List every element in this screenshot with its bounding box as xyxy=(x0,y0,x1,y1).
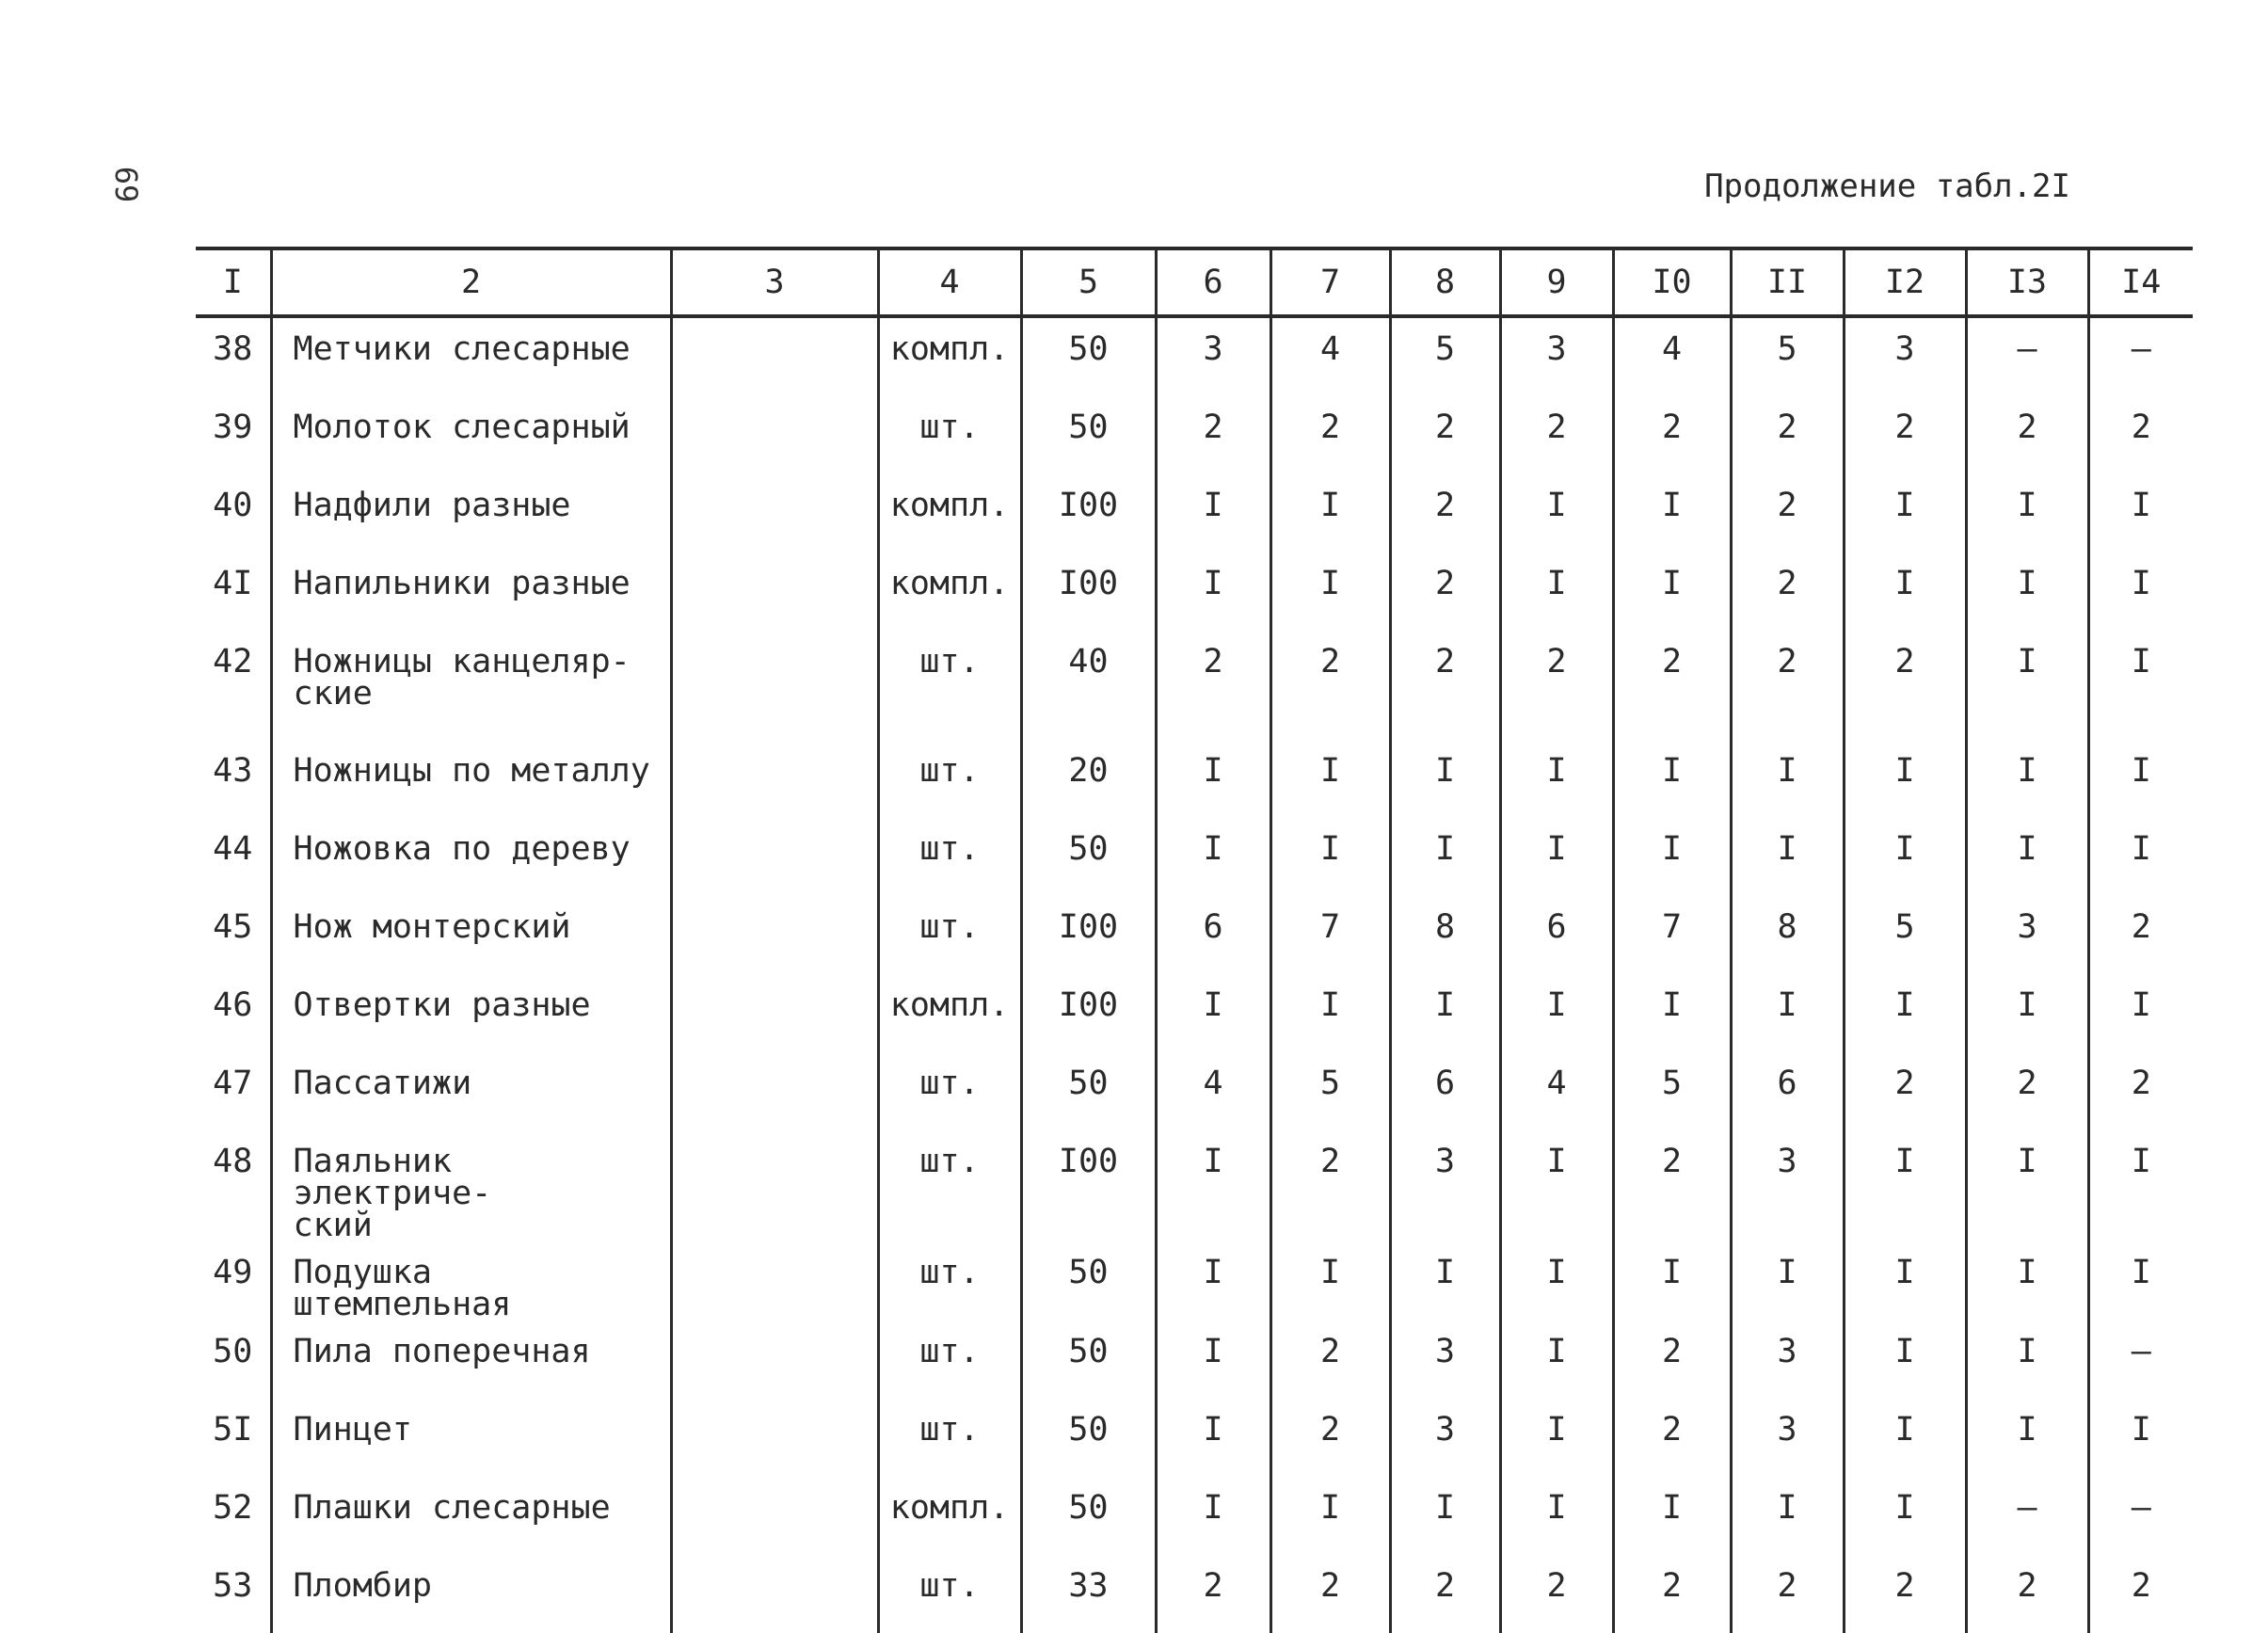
value-cell: 50 xyxy=(1021,1052,1156,1130)
value-cell: 2 xyxy=(1731,474,1844,552)
item-name xyxy=(271,896,671,974)
value-cell: I xyxy=(1966,818,2088,896)
value-cell: 2 xyxy=(2088,1052,2193,1130)
value-cell: I xyxy=(1500,740,1613,818)
item-name-line: ский xyxy=(293,1207,373,1244)
value-cell: 50 xyxy=(1021,1399,1156,1477)
row-number: 4I xyxy=(213,565,253,602)
item-name-line: Отвертки разные xyxy=(293,986,591,1024)
value-cell: 2 xyxy=(1844,396,1966,474)
column-3-cell xyxy=(671,1321,878,1399)
row-number: 38 xyxy=(213,330,253,368)
value-cell: I xyxy=(1613,740,1731,818)
value-cell: 2 xyxy=(1270,1399,1390,1477)
item-name-line: Надфили разные xyxy=(293,487,571,524)
table-row xyxy=(196,896,2193,974)
unit-cell: шт. xyxy=(878,1555,1021,1633)
value-cell: I xyxy=(1156,1321,1270,1399)
value-cell: 2 xyxy=(1156,631,1270,740)
value-cell: 2 xyxy=(1500,1555,1613,1633)
column-header-9: 9 xyxy=(1500,248,1613,316)
value-cell: I xyxy=(1613,974,1731,1052)
value-cell: 50 xyxy=(1021,396,1156,474)
value-cell: 2 xyxy=(1613,631,1731,740)
value-cell: 4 xyxy=(1613,316,1731,396)
table-caption: Продолжение табл.2I xyxy=(1704,168,2070,205)
value-cell: 5 xyxy=(1731,316,1844,396)
value-cell: I xyxy=(1156,552,1270,631)
value-cell: 2 xyxy=(1613,1321,1731,1399)
value-cell: 50 xyxy=(1021,1477,1156,1555)
value-cell: I xyxy=(1500,474,1613,552)
value-cell: 3 xyxy=(1390,1321,1500,1399)
item-name-line: Напильники разные xyxy=(293,565,631,602)
value-cell: I xyxy=(1390,1241,1500,1321)
value-cell: I xyxy=(1270,818,1390,896)
row-number: 43 xyxy=(213,752,253,790)
value-cell: 2 xyxy=(1156,1555,1270,1633)
unit-cell: шт. xyxy=(878,1321,1021,1399)
table-row xyxy=(196,316,2193,396)
column-3-cell xyxy=(671,1130,878,1241)
value-cell: I xyxy=(1844,1477,1966,1555)
value-cell: I xyxy=(1500,552,1613,631)
item-name-line: Пила поперечная xyxy=(293,1333,591,1370)
value-cell: I xyxy=(1156,1130,1270,1241)
value-cell: I00 xyxy=(1021,974,1156,1052)
value-cell: I xyxy=(1731,974,1844,1052)
value-cell: 5 xyxy=(1844,896,1966,974)
item-name-line: Пассатижи xyxy=(293,1065,472,1102)
table-row xyxy=(196,1477,2193,1555)
value-cell: I xyxy=(2088,1399,2193,1477)
value-cell: I xyxy=(1731,818,1844,896)
value-cell: I xyxy=(1844,1130,1966,1241)
value-cell: 2 xyxy=(2088,396,2193,474)
value-cell: 2 xyxy=(1390,396,1500,474)
value-cell: I xyxy=(1390,740,1500,818)
page-number: 69 xyxy=(108,166,144,203)
value-cell: 33 xyxy=(1021,1555,1156,1633)
column-3-cell xyxy=(671,974,878,1052)
value-cell: 2 xyxy=(1390,552,1500,631)
column-3-cell xyxy=(671,1555,878,1633)
item-name-line: Пинцет xyxy=(293,1411,412,1449)
value-cell: I xyxy=(1390,818,1500,896)
value-cell: I xyxy=(2088,552,2193,631)
value-cell: I xyxy=(1966,631,2088,740)
value-cell: I xyxy=(1966,1321,2088,1399)
value-cell: I xyxy=(1156,818,1270,896)
column-header-6: 6 xyxy=(1156,248,1270,316)
value-cell: I xyxy=(1966,474,2088,552)
value-cell: 2 xyxy=(1500,631,1613,740)
item-name-line: Ножницы канцеляр- xyxy=(293,643,631,680)
item-name-line: Ножовка по дереву xyxy=(293,830,631,868)
row-number: 50 xyxy=(213,1333,253,1370)
unit-cell: компл. xyxy=(878,552,1021,631)
value-cell: 3 xyxy=(1731,1399,1844,1477)
value-cell: 4 xyxy=(1156,1052,1270,1130)
value-cell: 5 xyxy=(1390,316,1500,396)
value-cell: 2 xyxy=(1390,631,1500,740)
value-cell: I00 xyxy=(1021,896,1156,974)
value-cell: I xyxy=(1731,1241,1844,1321)
column-3-cell xyxy=(671,631,878,740)
item-name xyxy=(271,818,671,896)
value-cell: 2 xyxy=(1270,1321,1390,1399)
value-cell: 50 xyxy=(1021,1321,1156,1399)
column-3-cell xyxy=(671,552,878,631)
item-name-line: Ножницы по металлу xyxy=(293,752,650,790)
item-name-line: Метчики слесарные xyxy=(293,330,631,368)
row-number: 5I xyxy=(213,1411,253,1449)
value-cell: 3 xyxy=(1966,896,2088,974)
value-cell: I xyxy=(1270,552,1390,631)
item-name-line: Нож монтерский xyxy=(293,908,571,946)
column-3-cell xyxy=(671,1399,878,1477)
item-name xyxy=(271,316,671,396)
value-cell: 6 xyxy=(1156,896,1270,974)
value-cell: I xyxy=(1844,1399,1966,1477)
value-cell: 3 xyxy=(1156,316,1270,396)
item-name xyxy=(271,1555,671,1633)
value-cell: 2 xyxy=(1390,474,1500,552)
value-cell: 4 xyxy=(1270,316,1390,396)
column-header-11: II xyxy=(1731,248,1844,316)
value-cell: 3 xyxy=(1390,1130,1500,1241)
value-cell: I xyxy=(1844,1241,1966,1321)
value-cell: I xyxy=(1500,974,1613,1052)
unit-cell: шт. xyxy=(878,396,1021,474)
value-cell: I xyxy=(1613,818,1731,896)
value-cell: I xyxy=(1613,1241,1731,1321)
row-number: 49 xyxy=(213,1254,253,1291)
column-header-4: 4 xyxy=(878,248,1021,316)
table-row xyxy=(196,474,2193,552)
value-cell: I00 xyxy=(1021,1130,1156,1241)
value-cell: 2 xyxy=(1844,1052,1966,1130)
item-name-line: Молоток слесарный xyxy=(293,408,631,446)
row-number: 40 xyxy=(213,487,253,524)
item-name xyxy=(271,1399,671,1477)
value-cell: I xyxy=(1613,1477,1731,1555)
item-name-line: Подушка штемпельная xyxy=(293,1254,512,1323)
value-cell: I xyxy=(1844,1321,1966,1399)
value-cell: I00 xyxy=(1021,552,1156,631)
value-cell: 3 xyxy=(1731,1130,1844,1241)
value-cell: I xyxy=(1500,1321,1613,1399)
value-cell: – xyxy=(2088,1321,2193,1399)
column-3-cell xyxy=(671,1477,878,1555)
unit-cell: компл. xyxy=(878,974,1021,1052)
value-cell: 3 xyxy=(1390,1399,1500,1477)
table-row xyxy=(196,1555,2193,1633)
value-cell: I xyxy=(1966,552,2088,631)
column-header-13: I3 xyxy=(1966,248,2088,316)
value-cell: 2 xyxy=(1500,396,1613,474)
value-cell: I xyxy=(1500,1130,1613,1241)
table-row xyxy=(196,740,2193,818)
table-row xyxy=(196,631,2193,740)
value-cell: I xyxy=(1270,1477,1390,1555)
unit-cell: шт. xyxy=(878,740,1021,818)
value-cell: – xyxy=(1966,1477,2088,1555)
table-row xyxy=(196,1241,2193,1321)
unit-cell: шт. xyxy=(878,631,1021,740)
item-name xyxy=(271,1321,671,1399)
value-cell: I xyxy=(2088,1241,2193,1321)
value-cell: I xyxy=(1270,740,1390,818)
value-cell: I xyxy=(2088,1130,2193,1241)
value-cell: 2 xyxy=(1731,1555,1844,1633)
value-cell: 5 xyxy=(1613,1052,1731,1130)
value-cell: I xyxy=(1966,740,2088,818)
value-cell: I xyxy=(1966,1130,2088,1241)
value-cell: 7 xyxy=(1270,896,1390,974)
value-cell: 50 xyxy=(1021,1241,1156,1321)
value-cell: 2 xyxy=(1966,1052,2088,1130)
value-cell: I xyxy=(1844,974,1966,1052)
table-row xyxy=(196,1399,2193,1477)
value-cell: I xyxy=(1966,974,2088,1052)
value-cell: 2 xyxy=(1731,552,1844,631)
value-cell: 2 xyxy=(1844,631,1966,740)
value-cell: I xyxy=(1156,974,1270,1052)
value-cell: I xyxy=(1270,974,1390,1052)
table-row xyxy=(196,396,2193,474)
value-cell: I xyxy=(1390,1477,1500,1555)
value-cell: I xyxy=(1500,818,1613,896)
value-cell: – xyxy=(2088,1477,2193,1555)
value-cell: I xyxy=(1500,1399,1613,1477)
equipment-table xyxy=(196,247,2193,1633)
column-3-cell xyxy=(671,896,878,974)
value-cell: I xyxy=(1156,1399,1270,1477)
column-header-2: 2 xyxy=(271,248,671,316)
unit-cell: компл. xyxy=(878,474,1021,552)
column-header-10: I0 xyxy=(1613,248,1731,316)
value-cell: 2 xyxy=(1270,1555,1390,1633)
value-cell: 20 xyxy=(1021,740,1156,818)
value-cell: 6 xyxy=(1731,1052,1844,1130)
value-cell: I xyxy=(1966,1399,2088,1477)
value-cell: I xyxy=(1390,974,1500,1052)
value-cell: I xyxy=(1500,1241,1613,1321)
value-cell: 50 xyxy=(1021,818,1156,896)
value-cell: I xyxy=(1613,474,1731,552)
value-cell: 2 xyxy=(2088,896,2193,974)
value-cell: I xyxy=(2088,974,2193,1052)
table-row xyxy=(196,1130,2193,1241)
value-cell: I xyxy=(1156,1477,1270,1555)
value-cell: 2 xyxy=(1613,1399,1731,1477)
value-cell: 2 xyxy=(1613,1555,1731,1633)
value-cell: I xyxy=(1270,474,1390,552)
row-number: 45 xyxy=(213,908,253,946)
column-header-12: I2 xyxy=(1844,248,1966,316)
value-cell: 2 xyxy=(1844,1555,1966,1633)
item-name xyxy=(271,1130,671,1244)
value-cell: 6 xyxy=(1390,1052,1500,1130)
value-cell: I xyxy=(1156,1241,1270,1321)
value-cell: 2 xyxy=(1270,631,1390,740)
value-cell: I xyxy=(1156,740,1270,818)
value-cell: 2 xyxy=(2088,1555,2193,1633)
value-cell: I xyxy=(1731,1477,1844,1555)
column-header-1: I xyxy=(196,248,271,316)
column-3-cell xyxy=(671,396,878,474)
value-cell: 2 xyxy=(1966,396,2088,474)
value-cell: I xyxy=(1613,552,1731,631)
item-name xyxy=(271,631,671,740)
column-3-cell xyxy=(671,1052,878,1130)
item-name xyxy=(271,552,671,631)
row-number: 42 xyxy=(213,643,253,680)
item-name xyxy=(271,974,671,1052)
column-3-cell xyxy=(671,316,878,396)
value-cell: I xyxy=(1844,552,1966,631)
value-cell: 8 xyxy=(1390,896,1500,974)
value-cell: 8 xyxy=(1731,896,1844,974)
column-3-cell xyxy=(671,818,878,896)
value-cell: 2 xyxy=(1613,396,1731,474)
value-cell: I00 xyxy=(1021,474,1156,552)
value-cell: 4 xyxy=(1500,1052,1613,1130)
item-name xyxy=(271,474,671,552)
value-cell: – xyxy=(2088,316,2193,396)
row-number: 44 xyxy=(213,830,253,868)
column-header-7: 7 xyxy=(1270,248,1390,316)
equipment-table-container xyxy=(196,247,2193,1633)
value-cell: I xyxy=(1270,1241,1390,1321)
value-cell: 2 xyxy=(1731,631,1844,740)
unit-cell: шт. xyxy=(878,1241,1021,1321)
unit-cell: компл. xyxy=(878,1477,1021,1555)
row-number: 52 xyxy=(213,1489,253,1527)
column-header-14: I4 xyxy=(2088,248,2193,316)
column-header-5: 5 xyxy=(1021,248,1156,316)
value-cell: 2 xyxy=(1390,1555,1500,1633)
item-name xyxy=(271,1052,671,1130)
table-row xyxy=(196,1052,2193,1130)
value-cell: I xyxy=(2088,631,2193,740)
item-name xyxy=(271,1241,671,1321)
value-cell: 2 xyxy=(1270,396,1390,474)
value-cell: – xyxy=(1966,316,2088,396)
unit-cell: компл. xyxy=(878,316,1021,396)
table-body xyxy=(196,316,2193,1633)
table-row xyxy=(196,974,2193,1052)
column-3-cell xyxy=(671,740,878,818)
value-cell: I xyxy=(1844,818,1966,896)
unit-cell: шт. xyxy=(878,896,1021,974)
item-name xyxy=(271,740,671,818)
unit-cell: шт. xyxy=(878,1399,1021,1477)
value-cell: 3 xyxy=(1844,316,1966,396)
unit-cell: шт. xyxy=(878,818,1021,896)
table-header xyxy=(196,248,2193,316)
column-header-3: 3 xyxy=(671,248,878,316)
value-cell: 3 xyxy=(1500,316,1613,396)
value-cell: 2 xyxy=(1156,396,1270,474)
row-number: 39 xyxy=(213,408,253,446)
value-cell: 50 xyxy=(1021,316,1156,396)
item-name-line: Пломбир xyxy=(293,1567,433,1605)
value-cell: I xyxy=(1844,740,1966,818)
value-cell: I xyxy=(2088,740,2193,818)
value-cell: I xyxy=(1500,1477,1613,1555)
value-cell: I xyxy=(1156,474,1270,552)
header-row xyxy=(196,248,2193,316)
column-3-cell xyxy=(671,474,878,552)
value-cell: 2 xyxy=(1731,396,1844,474)
value-cell: 3 xyxy=(1731,1321,1844,1399)
table-row xyxy=(196,818,2193,896)
value-cell: I xyxy=(1731,740,1844,818)
item-name xyxy=(271,1477,671,1555)
item-name-line: Плашки слесарные xyxy=(293,1489,611,1527)
value-cell: I xyxy=(1844,474,1966,552)
value-cell: I xyxy=(1966,1241,2088,1321)
row-number: 53 xyxy=(213,1567,253,1605)
table-row xyxy=(196,552,2193,631)
value-cell: 5 xyxy=(1270,1052,1390,1130)
column-3-cell xyxy=(671,1241,878,1321)
row-number: 47 xyxy=(213,1065,253,1102)
row-number: 48 xyxy=(213,1143,253,1180)
value-cell: I xyxy=(2088,818,2193,896)
value-cell: 2 xyxy=(1613,1130,1731,1241)
item-name-line: ские xyxy=(293,675,373,712)
item-name xyxy=(271,396,671,474)
value-cell: 6 xyxy=(1500,896,1613,974)
value-cell: 7 xyxy=(1613,896,1731,974)
row-number: 46 xyxy=(213,986,253,1024)
value-cell: I xyxy=(2088,474,2193,552)
value-cell: 40 xyxy=(1021,631,1156,740)
item-name-line: Паяльник электриче- xyxy=(293,1143,492,1212)
value-cell: 2 xyxy=(1966,1555,2088,1633)
unit-cell: шт. xyxy=(878,1130,1021,1241)
column-header-8: 8 xyxy=(1390,248,1500,316)
value-cell: 2 xyxy=(1270,1130,1390,1241)
unit-cell: шт. xyxy=(878,1052,1021,1130)
table-row xyxy=(196,1321,2193,1399)
